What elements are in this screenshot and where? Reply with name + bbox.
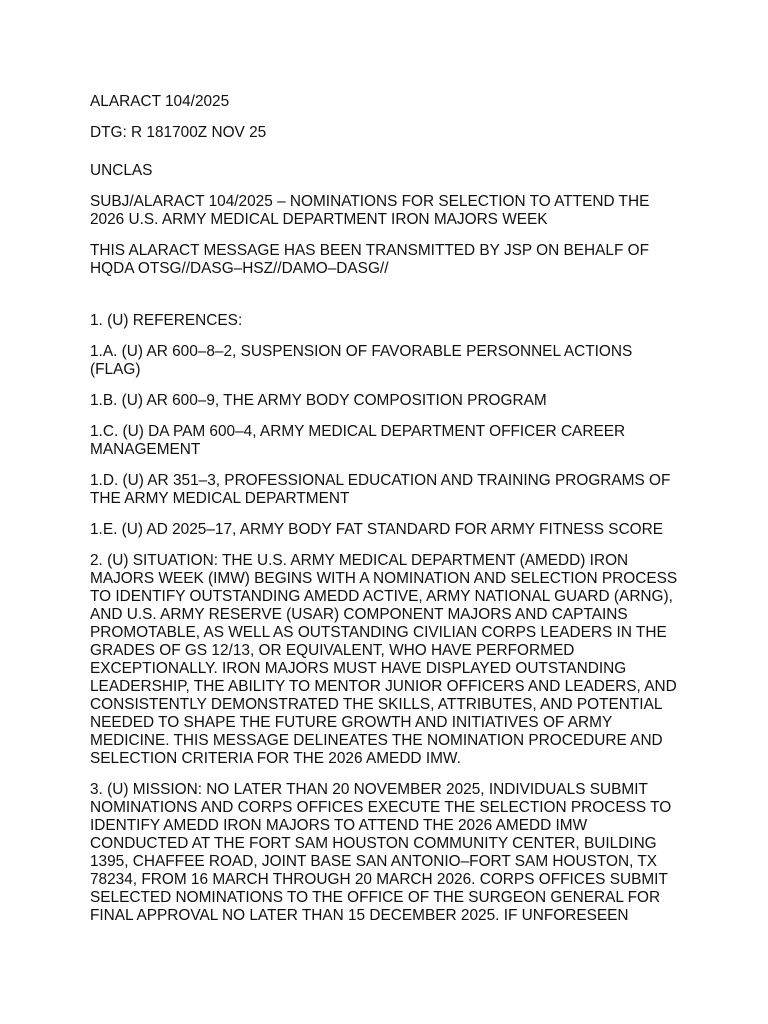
classification-line: UNCLAS: [90, 162, 153, 179]
document-body: [90, 93, 680, 925]
situation-paragraph: 2. (U) SITUATION: THE U.S. ARMY MEDICAL DEPARTMENT (AMEDD) IRON MAJORS WEEK (IMW) BEGINS WITH A NOMINATION AND SELECTION PROCESS TO IDENTIFY OUTSTANDING AMEDD ACTIVE, ARMY NATIONAL GUARD (ARNG), AND U.S. ARMY RESERVE (USAR) COMPONENT MAJORS AND CAPTAINS PROMOTABLE, AS WELL AS OUTSTANDING CIVILIAN CORPS LEADERS IN THE GRADES OF GS 12/13, OR EQUIVALENT, WHO HAVE PERFORMED EXCEPTIONALLY. IRON MAJORS MUST HAVE DISPLAYED OUTSTANDING LEADERSHIP, THE ABILITY TO MENTOR JUNIOR OFFICERS AND LEADERS, AND CONSISTENTLY DEMONSTRATED THE SKILLS, ATTRIBUTES, AND POTENTIAL NEEDED TO SHAPE THE FUTURE GROWTH AND INITIATIVES OF ARMY MEDICINE. THIS MESSAGE DELINEATES THE NOMINATION PROCEDURE AND SELECTION CRITERIA FOR THE 2026 AMEDD IMW.: [90, 552, 678, 767]
dtg-line: DTG: R 181700Z NOV 25: [90, 124, 267, 141]
reference-item-1a: 1.A. (U) AR 600–8–2, SUSPENSION OF FAVORABLE PERSONNEL ACTIONS (FLAG): [90, 343, 633, 378]
message-id: ALARACT 104/2025: [90, 93, 230, 110]
reference-item-1b: 1.B. (U) AR 600–9, THE ARMY BODY COMPOSITION PROGRAM: [90, 392, 547, 409]
reference-item-1c: 1.C. (U) DA PAM 600–4, ARMY MEDICAL DEPARTMENT OFFICER CAREER MANAGEMENT: [90, 423, 626, 458]
mission-paragraph: 3. (U) MISSION: NO LATER THAN 20 NOVEMBER 2025, INDIVIDUALS SUBMIT NOMINATIONS AND CORPS OFFICES EXECUTE THE SELECTION PROCESS TO IDENTIFY AMEDD IRON MAJORS TO ATTEND THE 2026 AMEDD IMW CONDUCTED AT THE FORT SAM HOUSTON COMMUNITY CENTER, BUILDING 1395, CHAFFEE ROAD, JOINT BASE SAN ANTONIO–FORT SAM HOUSTON, TX 78234, FROM 16 MARCH THROUGH 20 MARCH 2026. CORPS OFFICES SUBMIT SELECTED NOMINATIONS TO THE OFFICE OF THE SURGEON GENERAL FOR FINAL APPROVAL NO LATER THAN 15 DECEMBER 2025. IF UNFORESEEN: [90, 781, 672, 924]
references-heading: 1. (U) REFERENCES:: [90, 312, 243, 329]
transmittal-paragraph: THIS ALARACT MESSAGE HAS BEEN TRANSMITTED BY JSP ON BEHALF OF HQDA OTSG//DASG–HSZ//DAMO–DASG//: [90, 242, 650, 277]
subject-paragraph: SUBJ/ALARACT 104/2025 – NOMINATIONS FOR SELECTION TO ATTEND THE 2026 U.S. ARMY MEDICAL DEPARTMENT IRON MAJORS WEEK: [90, 193, 650, 228]
reference-item-1d: 1.D. (U) AR 351–3, PROFESSIONAL EDUCATION AND TRAINING PROGRAMS OF THE ARMY MEDICAL DEPARTMENT: [90, 472, 671, 507]
reference-item-1e: 1.E. (U) AD 2025–17, ARMY BODY FAT STANDARD FOR ARMY FITNESS SCORE: [90, 521, 664, 538]
